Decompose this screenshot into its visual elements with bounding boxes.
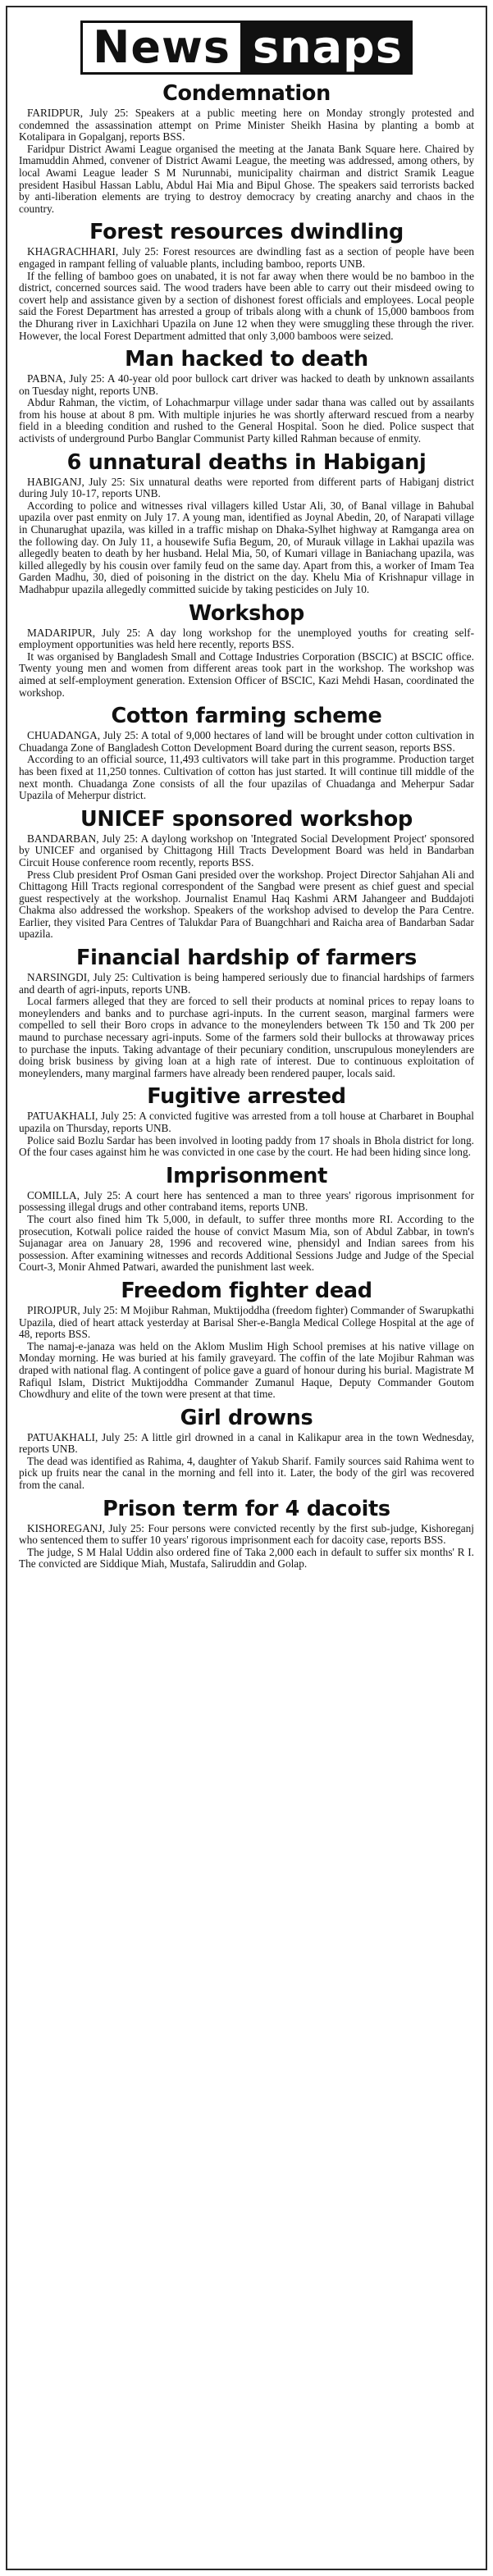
story-paragraph: CHUADANGA, July 25: A total of 9,000 hectares of land will be brought under cotton cultivation in Chuadanga Zone of Bangladesh Cotton Development Board during the current season, reports BSS.	[19, 729, 474, 754]
news-story	[19, 450, 474, 596]
news-story	[19, 601, 474, 700]
story-paragraph: PATUAKHALI, July 25: A little girl drowned in a canal in Kalikapur area in the town Wednesday, reports UNB.	[19, 1430, 474, 1456]
news-story	[19, 1497, 474, 1571]
story-paragraph: Abdur Rahman, the victim, of Lohachmarpur village under sadar thana was called out by assailants from his house at about 8 pm. With multiple injuries he was shortly afterward rescued from a nearby field in a bleeding condition and rushed to the General Hospital. Soon he died. Police suspect that activists of underground Purbo Banglar Communist Party killed Rahman because of enmity.	[19, 396, 474, 445]
news-snaps-page	[6, 6, 487, 2570]
news-story	[19, 1164, 474, 1274]
story-paragraph: HABIGANJ, July 25: Six unnatural deaths were reported from different parts of Habiganj district during July 10-17, reports UNB.	[19, 475, 474, 500]
story-paragraph: PIROJPUR, July 25: M Mojibur Rahman, Muktijoddha (freedom fighter) Commander of Swarupkathi Upazila, died of heart attack yesterday at Barisal Sher-e-Bangla Medical College Hospital at the age of 48, reports BSS.	[19, 1303, 474, 1341]
story-paragraph: The court also fined him Tk 5,000, in default, to suffer three months more RI. According to the prosecution, Kotwali police raided the house of convict Masum Mia, son of Abdul Zabbar, in town's Sujanagar area on January 28, 1996 and recovered wine, phensidyl and Indian sarees from his possession. After examining witnesses and records Additional Sessions Judge and Judge of the Special Court-3, Monir Ahmed Patwari, awarded the punishment last week.	[19, 1212, 474, 1274]
story-paragraph: MADARIPUR, July 25: A day long workshop for the unemployed youths for creating self-employment opportunities was held here recently, reports BSS.	[19, 626, 474, 651]
story-paragraph: Police said Bozlu Sardar has been involved in looting paddy from 17 shoals in Bhola district for long. Of the four cases against him he was convicted in one case by the court. He had been hiding since long.	[19, 1133, 474, 1159]
story-paragraph: PATUAKHALI, July 25: A convicted fugitive was arrested from a toll house at Charbaret in Bouphal upazila on Thursday, reports UNB.	[19, 1110, 474, 1134]
story-headline: Fugitive arrested	[147, 1084, 346, 1110]
news-story	[19, 220, 474, 342]
news-story	[19, 1279, 474, 1401]
story-paragraph: KISHOREGANJ, July 25: Four persons were convicted recently by the first sub-judge, Kishoreganj who sentenced them to suffer 10 years' rigorous imprisonment each for dacoity case, reports BSS.	[19, 1521, 474, 1547]
story-paragraph: FARIDPUR, July 25: Speakers at a public meeting here on Monday strongly protested and condemned the assassination attempt on Prime Minister Sheikh Hasina by planting a bomb at Kotalipara in Gopalganj, reports BSS.	[19, 107, 474, 144]
story-headline: Girl drowns	[180, 1405, 313, 1430]
story-paragraph: NARSINGDI, July 25: Cultivation is being hampered seriously due to financial hardships of farmers and dearth of agri-inputs, reports UNB.	[19, 971, 474, 996]
story-paragraph: PABNA, July 25: A 40-year old poor bullock cart driver was hacked to death by unknown assailants on Tuesday night, reports UNB.	[19, 372, 474, 397]
news-snaps-banner	[19, 21, 474, 75]
news-story	[19, 347, 474, 445]
story-headline: Workshop	[189, 600, 304, 626]
story-paragraph: According to police and witnesses rival villagers killed Ustar Ali, 30, of Banal village in Bahubal upazila over past enmity on July 17. A young man, identified as Joynal Abedin, 20, of Narapati village in Chunarughat upazila, was killed in a traffic mishap on Dhaka-Sylhet highway at Ramganga area on the following day. On July 11, a housewife Sufia Begum, 20, of Murauk village in Lakhai upazila was allegedly beaten to death by her husband. Helal Mia, 50, of Kumari village in Baniachang upazila, was killed allegedly by his cousin over family feud on the same day. Apart from this, a worker of Imam Tea Garden Madhu, 30, died of poisoning in the district on the day. Khelu Mia of Krishnapur village in Madhabpur upazila allegedly committed suicide by taking pesticides on July 10.	[19, 499, 474, 595]
story-headline: Condemnation	[162, 81, 331, 106]
story-headline: 6 unnatural deaths in Habiganj	[66, 449, 427, 475]
news-story	[19, 1406, 474, 1492]
news-story	[19, 1084, 474, 1158]
story-paragraph: The dead was identified as Rahima, 4, daughter of Yakub Sharif. Family sources said Rahima went to pick up fruits near the canal in the morning and fell into it. Later, the body of the girl was recovered from the canal.	[19, 1454, 474, 1492]
story-paragraph: The judge, S M Halal Uddin also ordered fine of Taka 2,000 each in default to suffer six months' R I. The convicted are Siddique Miah, Mustafa, Saliruddin and Golap.	[19, 1545, 474, 1571]
story-headline: Imprisonment	[165, 1163, 328, 1188]
banner-word-snaps: snaps	[243, 21, 413, 75]
story-headline: Forest resources dwindling	[89, 220, 404, 245]
story-headline: Man hacked to death	[125, 347, 368, 372]
story-paragraph: KHAGRACHHARI, July 25: Forest resources are dwindling fast as a section of people have been engaged in rampant felling of valuable plants, including bamboo, reports UNB.	[19, 245, 474, 270]
story-paragraph: COMILLA, July 25: A court here has sentenced a man to three years' rigorous imprisonment for possessing illegal drugs and other contraband items, reports UNB.	[19, 1188, 474, 1214]
story-headline: Prison term for 4 dacoits	[103, 1496, 390, 1521]
story-paragraph: If the felling of bamboo goes on unabated, it is not far away when there would be no bamboo in the district, concerned sources said. The wood traders have been able to carry out their misdeed owing to covert help and assistance given by a section of dishonest forest officials and employees. Local people said the Forest Department has arrested a group of tribals along with a chunk of 15,000 bamboos from the Dhurang river in Laxichhari Upazila on June 12 when they were smuggling these through the river. However, the local Forest Department admitted that only 3,000 bamboos were seized.	[19, 269, 474, 342]
story-headline: Cotton farming scheme	[111, 704, 382, 729]
news-story	[19, 807, 474, 941]
story-paragraph: Local farmers alleged that they are forced to sell their products at nominal prices to repay loans to moneylenders and banks and to purchase agri-inputs. In the current season, marginal farmers were compelled to sell their Boro crops in advance to the moneylenders between Tk 150 and Tk 200 per maund to purchase necessary agri-inputs. Some of the farmers sold their bullocks at throwaway prices to purchase the inputs. Taking advantage of their pecuniary condition, unscrupulous moneylenders are doing brisk business by giving loan at a high rate of interest. Due to continuous exploitation of moneylenders, many marginal farmers have already been rendered pauper, locals said.	[19, 995, 474, 1079]
story-paragraph: According to an official source, 11,493 cultivators will take part in this programme. Production target has been fixed at 11,250 tonnes. Cultivation of cotton has just started. It will continue till middle of the next month. Chuadanga Zone consists of all the four upazilas of Chuadanga and Meherpur Sadar Upazila of Meherpur district.	[19, 753, 474, 802]
story-headline: UNICEF sponsored workshop	[80, 806, 413, 832]
story-headline: Freedom fighter dead	[121, 1278, 372, 1303]
story-paragraph: The namaj-e-janaza was held on the Aklom Muslim High School premises at his native village on Monday morning. He was buried at his family graveyard. The coffin of the late Mojibur Rahman was draped with national flag. A contingent of police gave a guard of honour during his burial. Magistrate M Rafiqul Islam, District Muktijoddha Commander Zumanul Haque, Deputy Commander Goutom Chowdhury and elite of the town were present at that time.	[19, 1339, 474, 1401]
stories-list	[19, 81, 474, 1571]
banner-word-news: News	[80, 21, 243, 75]
story-paragraph: Faridpur District Awami League organised the meeting at the Janata Bank Square here. Chaired by Imamuddin Ahmed, convener of District Awami League, the meeting was addressed, among others, by local Awami League leader S M Nurunnabi, municipality chairman and district Sramik League president Hasibul Hassan Lablu, Abdul Hai Mia and Bipul Ghose. The speakers said terrorists backed by anti-liberation elements are trying to destroy democracy by creating anarchy and chaos in the country.	[19, 142, 474, 215]
story-headline: Financial hardship of farmers	[75, 946, 418, 971]
story-paragraph: It was organised by Bangladesh Small and Cottage Industries Corporation (BSCIC) at BSCIC office. Twenty young men and women from different areas took part in the workshop. The workshop was aimed at self-employment generation. Extension Officer of BSCIC, Kazi Mehdi Hasan, coordinated the workshop.	[19, 650, 474, 699]
story-paragraph: Press Club president Prof Osman Gani presided over the workshop. Project Director Sahjahan Ali and Chittagong Hill Tracts regional correspondent of the Sangbad were present as chief guest and special guest respectively at the workshop. Journalist Enamul Haq Kashmi ARM Jahangeer and Buddajoti Chakma also addressed the workshop. Speakers of the workshop advised to develop the Para Centre. Earlier, they visited Para Centres of Talukdar Para of Buangchhari and Raicha area of Bandarban Sadar upazila.	[19, 868, 474, 941]
news-story	[19, 81, 474, 215]
news-story	[19, 704, 474, 802]
news-story	[19, 946, 474, 1079]
story-paragraph: BANDARBAN, July 25: A daylong workshop on 'Integrated Social Development Project' sponsored by UNICEF and organised by Chittagong Hill Tracts Development Board was held in Bandarban Circuit House conference room recently, reports BSS.	[19, 832, 474, 869]
